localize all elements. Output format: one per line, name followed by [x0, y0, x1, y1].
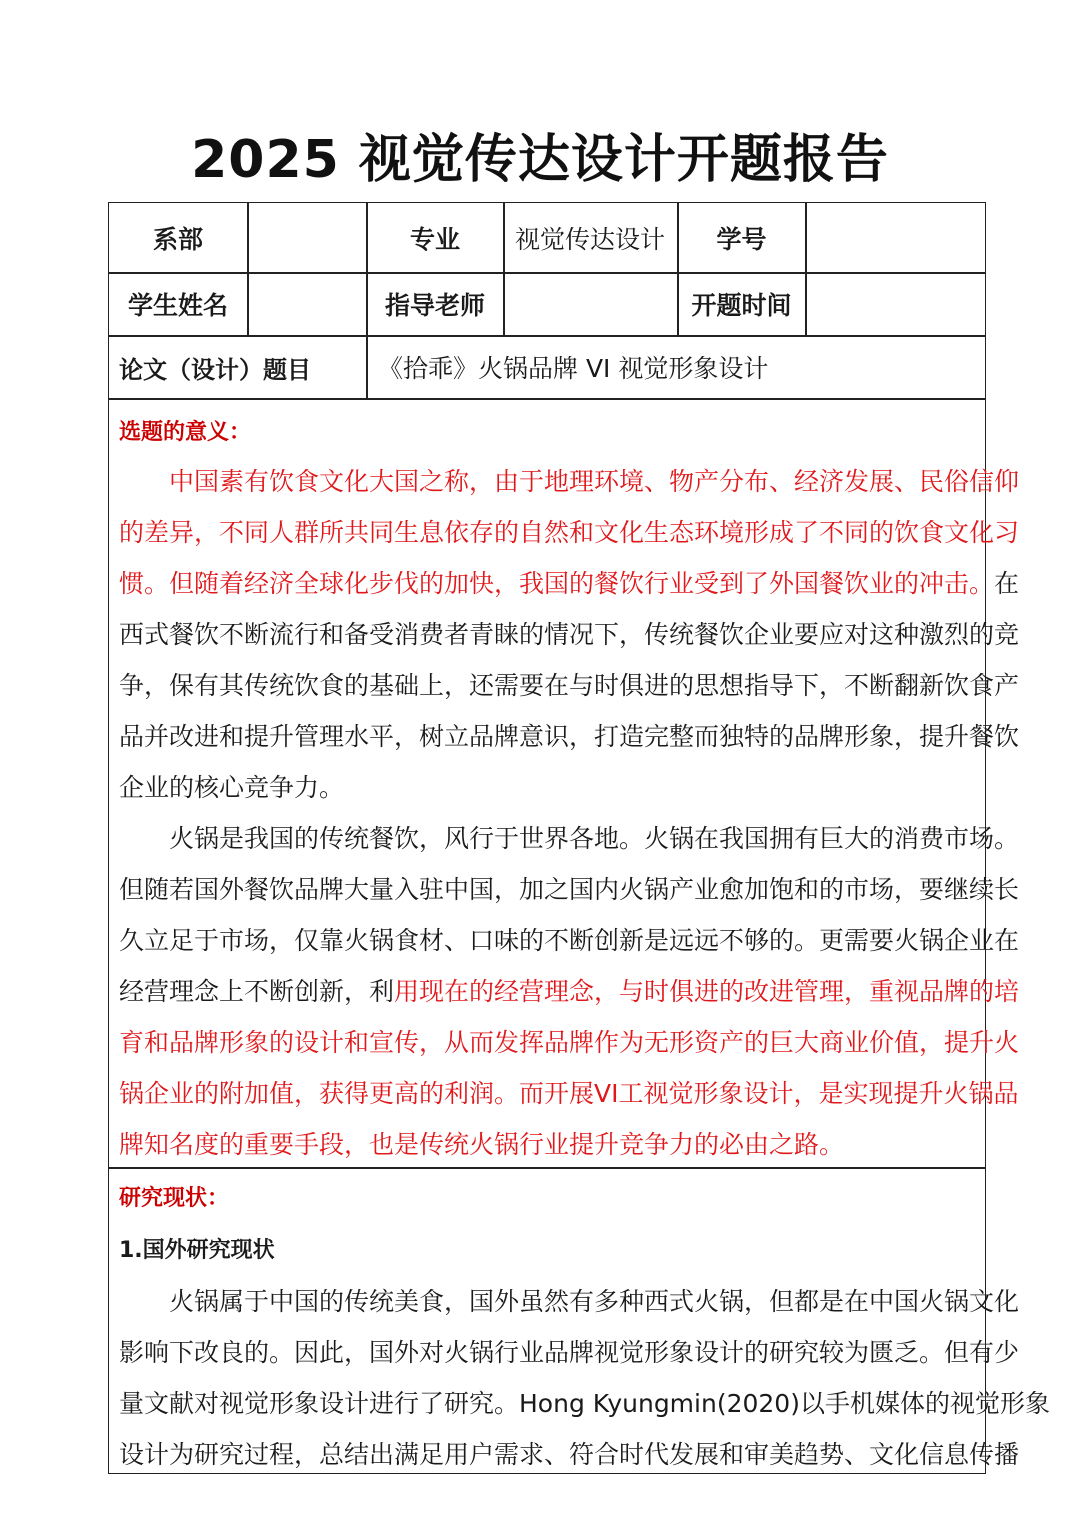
major-label: 专业 [409, 224, 460, 254]
text-line: 量文献对视觉形象设计进行了研究。Hong Kyungmin(2020)以手机媒体的视觉形象 [119, 1389, 1050, 1418]
major-value[interactable]: 视觉传达设计 [515, 224, 666, 254]
dept-label: 系部 [152, 224, 203, 254]
text-line: 的差异，不同人群所共同生息依存的自然和文化生态环境形成了不同的饮食文化习 [119, 518, 1020, 547]
research-heading: 研究现状： [119, 1186, 230, 1211]
text-line: 西式餐饮不断流行和备受消费者青睐的情况下，传统餐饮企业要应对这种激烈的竞 [119, 620, 1020, 649]
text-line: 锅企业的附加值，获得更高的利润。而开展VI工视觉形象设计，是实现提升火锅品 [119, 1079, 1019, 1108]
text-line: 育和品牌形象的设计和宣传，从而发挥品牌作为无形资产的巨大商业价值，提升火 [119, 1028, 1020, 1057]
student-id-value[interactable] [807, 203, 985, 272]
page-title: 2025 视觉传达设计开题报告 [191, 130, 889, 190]
text-line: 惯。但随着经济全球化步伐的加快，我国的餐饮行业受到了外国餐饮业的冲击。在 [119, 569, 1020, 598]
text-line: 牌知名度的重要手段，也是传统火锅行业提升竞争力的必由之路。 [119, 1130, 845, 1159]
section-divider [109, 1167, 985, 1169]
foreign-research-subheading: 1.国外研究现状 [119, 1238, 275, 1263]
text-line: 久立足于市场，仅靠火锅食材、口味的不断创新是远远不够的。更需要火锅企业在 [119, 926, 1020, 955]
text-line: 火锅是我国的传统餐饮，风行于世界各地。火锅在我国拥有巨大的消费市场。 [119, 824, 1020, 853]
advisor-value[interactable] [505, 273, 677, 335]
student-id-label: 学号 [716, 224, 767, 254]
text-line: 火锅属于中国的传统美食，国外虽然有多种西式火锅，但都是在中国火锅文化 [119, 1287, 1020, 1316]
text-line: 设计为研究过程，总结出满足用户需求、符合时代发展和审美趋势、文化信息传播 [119, 1440, 1020, 1469]
student-name-value[interactable] [249, 273, 366, 335]
advisor-label: 指导老师 [384, 291, 485, 320]
row-divider [109, 398, 985, 400]
proposal-time-value[interactable] [807, 273, 985, 335]
proposal-table [108, 202, 1050, 1474]
text-line: 中国素有饮食文化大国之称，由于地理环境、物产分布、经济发展、民俗信仰 [119, 467, 1020, 496]
text-line: 品并改进和提升管理水平，树立品牌意识，打造完整而独特的品牌形象，提升餐饮 [119, 722, 1020, 751]
proposal-time-label: 开题时间 [691, 291, 792, 320]
dept-value[interactable] [249, 203, 366, 272]
text-line: 影响下改良的。因此，国外对火锅行业品牌视觉形象设计的研究较为匮乏。但有少 [119, 1338, 1020, 1367]
student-name-label: 学生姓名 [127, 291, 228, 320]
text-line: 争，保有其传统饮食的基础上，还需要在与时俱进的思想指导下，不断翻新饮食产 [119, 671, 1020, 700]
significance-heading: 选题的意义： [119, 420, 252, 445]
thesis-title-label: 论文（设计）题目 [119, 355, 311, 384]
thesis-title-value[interactable]: 《拾乖》火锅品牌 VI 视觉形象设计 [378, 354, 769, 383]
text-line: 但随若国外餐饮品牌大量入驻中国，加之国内火锅产业愈加饱和的市场，要继续长 [119, 875, 1020, 904]
text-line: 企业的核心竞争力。 [119, 773, 345, 802]
text-line: 经营理念上不断创新，利用现在的经营理念，与时俱进的改进管理，重视品牌的培 [119, 977, 1020, 1006]
